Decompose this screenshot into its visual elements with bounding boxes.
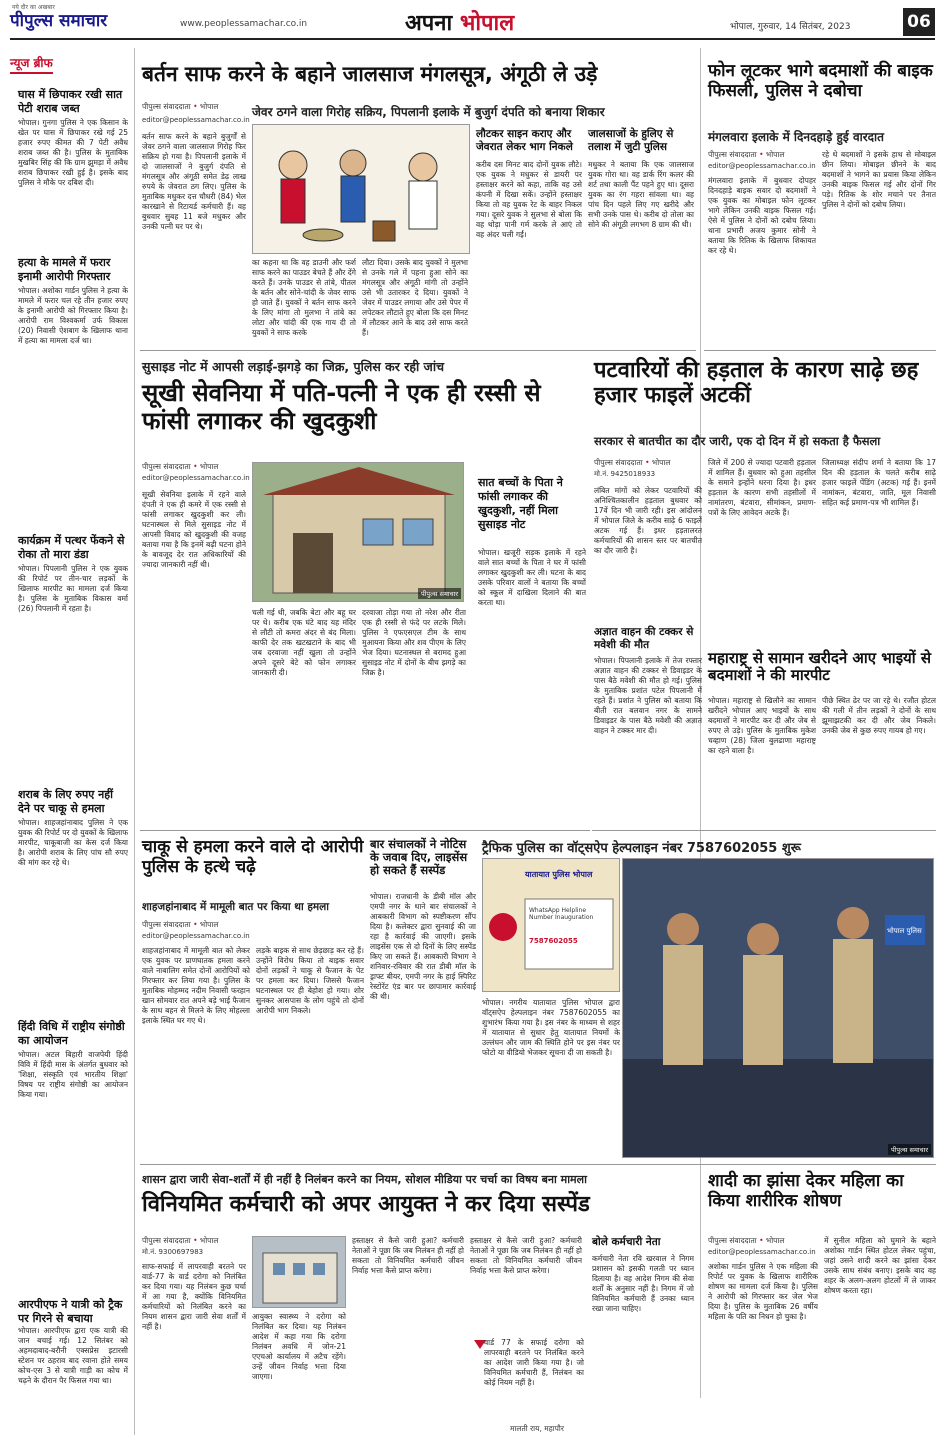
story4-body: जिले में 200 से ज्यादा पटवारी हड़ताल में शामिल हैं। बुधवार को हुआ तहसील के समाने इन्होंने धरना दिया है। इधर हड़ताल के कारण सभी तहसीलों में नामांतरण, बंटवारा, सीमांकन, प्रमाण-पत्रों के लिए आवेदन अटके हैं।	[708, 458, 816, 517]
brief-title: घास में छिपाकर रखी सात पेटी शराब जब्त	[18, 88, 123, 115]
story4-byline: पीपुल्स संवाददाता • भोपाल	[594, 458, 671, 467]
brief-title: आरपीएफ ने यात्री को ट्रैक पर गिरने से बचाया	[18, 1298, 123, 1325]
section-divider	[704, 350, 936, 351]
story3-body: चली गई थी, जबकि बेटा और बहू घर पर थे। करीब एक घंटे बाद यह मंदिर से लौटी तो कमरा अंदर से बंद मिला। काफी देर तक खटखटाने के बाद भी जब दरवाजा नहीं खुला तो उन्होंने अपने दूसरे बेटे को फोन लगाकर जानकारी दी।	[252, 608, 356, 677]
story1-body: लौटा दिया। उसके बाद युवकों ने मुलभा से उनके गले में पहना हुआ सोने का मंगलसूत्र और अंगूठी मांगी तो उन्होंने उसे भी उतारकर दे दिया। युवकों ने जेवर में पाउडर लगाया और उसे पेपर में लपेटकर लौटाते हुए बोला कि दस मिनट में लौटकर आने के बाद उसे साफ करते हैं।	[362, 258, 468, 337]
story9-photo	[252, 1236, 346, 1308]
story2-headline: फोन लूटकर भागे बदमाशों की बाइक फिसली, पुलिस ने दबोचा	[708, 61, 933, 101]
story5-headline: महाराष्ट्र से सामान खरीदने आए भाइयों से बदमाशों ने की मारपीट	[708, 649, 932, 685]
story1-body: करीब दस मिनट बाद दोनों युवक लौटे। एक युवक ने मधुकर से डायरी पर हस्ताक्षर करने को कहा, ताकि वह उसे कंपनी में दिखा सकें। उन्होंने हस्ताक्षर किया तो वह युवक रेट के बाहर निकल गया। दूसरे युवक ने सुलभा से बोला कि वह थोड़ा पानी गर्म करके ले आएं तो वह अंदर चली गईं।	[476, 160, 582, 239]
story4-body: भोपाल। पिपलानी इलाके में तेज रफ्तार अज्ञात वाहन की टक्कर से डिवाइडर के पास बैठे मवेशी की मौत हो गई। पुलिस के मुताबिक प्रशांत पटेल पिपलानी में रहते हैं। प्रशांत ने पुलिस को बताया कि बीती रात बलवान नगर के सामने डिवाइडर के पास बैठे मवेशी की अज्ञात वाहन ने टक्कर मार दी।	[594, 656, 702, 735]
story9-subhead: बोले कर्मचारी नेता	[592, 1236, 661, 1248]
story10-body: अशोका गार्डन पुलिस ने एक महिला की रिपोर्ट पर युवक के खिलाफ शारीरिक शोषण का मामला दर्ज किया है। पुलिस ने आरोपी को गिरफ्तार कर जेल भेज दिया है। पुलिस के मुताबिक 26 वर्षीय महिला के पति का निधन हो चुका है।	[708, 1262, 818, 1321]
screen-number: 7587602055	[529, 937, 578, 945]
section-divider	[592, 830, 936, 831]
byline-name: पीपुल्स संवाददाता	[708, 150, 757, 159]
section-divider	[140, 350, 696, 351]
story9-body: कर्मचारी नेता रवि खरवाल ने निगम प्रशासन को इसकी गलती पर ध्यान दिलाया है। वह आदेश निगम की सेवा शर्तों के अनुसार नहीं है। निगम में जो विनियमित कर्मचारी हैं उनका ध्यान रखा जाना चाहिए।	[592, 1254, 694, 1313]
story7-body: भोपाल। राजधानी के डीबी मॉल और एमपी नगर के थाने बार संचालकों ने आबकारी विभाग को स्पष्टीकरण सौंप दिया है। कलेक्टर द्वारा सुनवाई की जा रहा है कार्रवाई की जाएगी। इसके लाइसेंस एक से दो दिनों के लिए सस्पेंड किए जा सकते हैं। आबकारी विभाग ने शनिवार-रविवार की रात डीबी मॉल के ड्राफ्ट बीयर, एमपी नगर के हाई स्पिरिट रेस्टोरेंट एंड बार पर छापामार कार्रवाई की थी।	[370, 892, 476, 1001]
story3-body: दरवाजा तोड़ा गया तो नरेश और रीता एक ही रस्सी से फंदे पर लटके मिले। पुलिस ने एफएसएल टीम के साथ मुआयना किया और शव पीएम के लिए भेज दिया। घटनास्थल से बरामद हुआ सुसाइड नोट में दोनों के बीच झगड़े का जिक्र है।	[362, 608, 466, 677]
byline-place: भोपाल	[765, 150, 785, 159]
story3-byline: पीपुल्स संवाददाता • भोपाल	[142, 462, 219, 471]
story1-email: editor@peoplessamachar.co.in	[142, 116, 250, 124]
photo-credit: पीपुल्स समाचार	[418, 588, 461, 599]
story4-body: लंबित मांगों को लेकर पटवारियों की अनिश्चितकालीन हड़ताल बुधवार को 17वें दिन भी जारी रही। इस आंदोलन में भोपाल जिले के करीब साढ़े 6 फाइलें अटक गई हैं। इधर हड़तालरत कर्मचारियों की शासन स्तर पर बातचीत का दौर जारी है।	[594, 486, 702, 555]
section-title-accent: भोपाल	[459, 11, 515, 36]
story6-email: editor@peoplessamachar.co.in	[142, 932, 250, 940]
story1-subhead: जेवर ठगने वाला गिरोह सक्रिय, पिपलानी इलाके में बुजुर्ग दंपति को बनाया शिकार	[252, 105, 605, 119]
news-brief-label: न्यूज ब्रीफ	[10, 54, 53, 74]
story3-pull-quote: सात बच्चों के पिता ने फांसी लगाकर की खुदकुशी, नहीं मिला सुसाइड नोट	[478, 476, 563, 531]
byline-place: भोपाल	[199, 1236, 219, 1245]
section-title-plain: अपना	[405, 11, 460, 36]
story4-mobile: मो.नं. 9425018933	[594, 470, 656, 478]
brief-body: भोपाल। अशोका गार्डन पुलिस ने हत्या के मामले में फरार चल रहे तीन हजार रुपए के इनामी आरोपी को गिरफ्तार किया है। आरोपी राम विश्वकर्मा उर्फ विकास (20) निवासी ऐशबाग के खिलाफ थाना में हत्या का मामला दर्ज था।	[18, 286, 128, 345]
building-photo-icon	[253, 1237, 346, 1308]
story8-caption: भोपाल। नगरीय यातायात पुलिस भोपाल द्वारा वॉट्सऐप हेल्पलाइन नंबर 7587602055 का शुभारंभ किया गया है। इस नंबर के माध्यम से शहर में यातायात से सुधार हेतु यातायात नियमों के उल्लंघन और जाम की स्थिति होने पर इस नंबर पर फोटो या वीडियो भेजकर सूचना दी जा सकती है।	[482, 998, 620, 1057]
story3-headline: सूखी सेवनिया में पति-पत्नी ने एक ही रस्सी से फांसी लगाकर की खुदकुशी	[142, 379, 541, 435]
brand-logo: पीपुल्स समाचार	[10, 11, 108, 31]
story6-headline: चाकू से हमला करने वाले दो आरोपी पुलिस के हत्थे चढ़े	[142, 837, 364, 877]
story10-byline: पीपुल्स संवाददाता • भोपाल	[708, 1236, 785, 1245]
story6-body: लड़के बाइक से साथ छेड़छाड़ कर रहे हैं। उन्होंने विरोध किया तो बाइक सवार दोनों लड़कों ने चाकू से फैजान के पेट पर हमला कर दिया। जिससे फैजान घटनास्थल पर ही बेहोश हो गया। शोर सुनकर आसपास के लोग पहुंचे तो दोनों आरोपी भाग निकले।	[256, 946, 364, 1015]
brief-title: हिंदी विधि में राष्ट्रीय संगोष्ठी का आयोजन	[18, 1020, 125, 1047]
brief-body: भोपाल। पिपलानी पुलिस ने एक युवक की रिपोर्ट पर तीन-चार लड़कों के खिलाफ मारपीट का मामला दर्ज किया है। पुलिस के मुताबिक विकास वर्मा (26) पिपलानी में रहता है।	[18, 564, 128, 613]
byline-place: भोपाल	[199, 102, 219, 111]
story6-byline: पीपुल्स संवाददाता • भोपाल	[142, 920, 219, 929]
story8-photo	[622, 858, 934, 1158]
story3-email: editor@peoplessamachar.co.in	[142, 474, 250, 482]
story1-illustration	[252, 124, 470, 254]
story2-body: रहे थे बदमाशों ने इसके हाथ से मोबाइल छीन लिया। मोबाइल छीनने के बाद बदमाशों ने भागने का प्रयास किया लेकिन उनकी बाइक फिसल गई और दोनों गिर पड़े। रितिक के शोर मचाने पर तैनात पुलिस ने दोनों को दबोच लिया।	[822, 150, 936, 209]
section-divider	[140, 1164, 936, 1165]
story1-headline: बर्तन साफ करने के बहाने जालसाज मंगलसूत्र, अंगूठी ले उड़े	[142, 62, 598, 86]
brief-title: शराब के लिए रुपए नहीं देने पर चाकू से हमला	[18, 788, 113, 815]
byline-name: पीपुल्स संवाददाता	[594, 458, 643, 467]
page-number: 06	[903, 8, 935, 36]
police-officers-photo-icon	[623, 859, 934, 1158]
story9-body: हस्ताक्षर से कैसे जारी हुआ? कर्मचारी नेताओं ने पूछा कि जब निलंबन ही नहीं हो सकता तो विनियमित कर्मचारी जीवन निर्वाह भत्ता कैसे प्राप्त करेगा।	[352, 1236, 464, 1275]
screen-text: WhatsApp Helpline Number Inauguration	[529, 907, 594, 921]
house-photo-icon	[253, 463, 464, 602]
section-title	[405, 7, 514, 37]
byline-place: भोपाल	[199, 462, 219, 471]
story8-headline: ट्रैफिक पुलिस का वॉट्सऐप हेल्पलाइन नंबर 7587602055 शुरू	[482, 841, 801, 856]
story9-headline: विनियमित कर्मचारी को अपर आयुक्त ने कर दिया सस्पेंड	[142, 1192, 590, 1217]
story1-byline: पीपुल्स संवाददाता • भोपाल	[142, 102, 219, 111]
story4-subhead: सरकार से बातचीत का दौर जारी, एक दो दिन में हो सकता है फैसला	[594, 434, 881, 448]
story4-subhead-2: अज्ञात वाहन की टक्कर से मवेशी की मौत	[594, 626, 694, 651]
story6-subhead: शाहजहांनाबाद में मामूली बात पर किया था हमला	[142, 901, 330, 913]
story3-body: सूखी सेवनिया इलाके में रहने वाले दंपती ने एक ही कमरे में एक रस्सी से फांसी लगाकर खुदकुशी कर ली। घटनास्थल से मिले सुसाइड नोट में आपसी विवाद को खुदकुशी की वजह बताया गया है कि इनमें बढ़ी घटना होने के बावजूद देर रात अधिकारियों की ज्यादा जानकारी नहीं थी।	[142, 490, 246, 569]
story9-body: साफ-सफाई में लापरवाही बरतने पर वार्ड-77 के वार्ड दरोगा को निलंबित कर दिया गया। यह निलंबन कुछ चर्चा में आ गया है, क्योंकि विनियमित कर्मचारियों को निलंबित करने का नियम शासन द्वारा जारी सेवा शर्तों में नहीं है।	[142, 1262, 246, 1331]
brief-body: भोपाल। अटल बिहारी वाजपेयी हिंदी विवि में हिंदी मास के अंतर्गत बुधवार को 'शिक्षा, संस्कृति एवं भारतीय शिक्षा' विषय पर राष्ट्रीय संगोष्ठी का आयोजन किया गया।	[18, 1050, 128, 1099]
brief-body: भोपाल। गुनगा पुलिस ने एक किसान के खेत पर घास में छिपाकर रखे गई 25 हजार रुपए कीमत की 7 पेटी अवैध शराब जब्त की है। पुलिस के मुताबिक मुखबिर सिंह की कि ग्राम झुमड़ा में अवैध शराब छिपाकर रखी हुई है। इसके बाद पुलिस ने मौके पर दबिश दी।	[18, 118, 128, 187]
story3-kicker: सुसाइड नोट में आपसी लड़ाई-झगड़े का जिक्र, पुलिस कर रही जांच	[142, 359, 445, 374]
byline-place: भोपाल	[651, 458, 671, 467]
byline-name: पीपुल्स संवाददाता	[708, 1236, 757, 1245]
byline-name: पीपुल्स संवाददाता	[142, 102, 191, 111]
story9-quote: वार्ड 77 के सफाई दरोगा को लापरवाही बरतने पर निलंबित करने का आदेश जारी किया गया है। जो विनियमित कर्मचारी हैं, निलंबन का कोई नियम नहीं है।	[484, 1338, 584, 1387]
story5-body: पीछे स्थित ढेर पर जा रहे थे। रजौत होटल की गली में तीन लड़कों ने दोनों के साथ झूमाझटकी कर दी और जेब निकले। उनकी जेब से कुछ रुपए गायब हो गए।	[822, 696, 936, 735]
section-divider	[140, 830, 590, 831]
story4-body: जिलाध्यक्ष संदीप शर्मा ने बताया कि 17 दिन की हड़ताल के चलते करीब साढ़े हजार फाइलें पेंडिंग (अटक) गई हैं। इनमें नामांकन, बंटवारा, जाति, मूल निवासी सहित कई प्रमाण-पत्र भी शामिल हैं।	[822, 458, 936, 507]
brand-tagline: नये दौर का अखबार	[12, 4, 55, 11]
byline-place: भोपाल	[765, 1236, 785, 1245]
brief-title: कार्यक्रम में पत्थर फेंकने से रोका तो मारा डंडा	[18, 534, 125, 561]
byline-name: पीपुल्स संवाददाता	[142, 462, 191, 471]
byline-name: पीपुल्स संवाददाता	[142, 1236, 191, 1245]
photo-credit: पीपुल्स समाचार	[888, 1144, 931, 1155]
story1-subhead-3: जालसाजों के हुलिए से तलाश में जुटी पुलिस	[588, 128, 674, 153]
dateline: भोपाल, गुरुवार, 14 सितंबर, 2023	[730, 22, 851, 32]
brief-body: भोपाल। आरपीएफ द्वारा एक यात्री की जान बचाई गई। 12 सितंबर को अहमदाबाद-बरौनी एक्सप्रेस इटारसी स्टेशन पर ठहराव बाद रवाना होते समय कोच-एस 3 से यात्री गाड़ी का कोच में चढ़ने के दौरान पैर फिसल गया था।	[18, 1326, 128, 1385]
story9-body: आयुक्त स्वास्थ्य ने दरोगा को निलंबित कर दिया। यह निलंबन आदेश में कहा गया कि दरोगा निलंबन अवधि में जोन-21 एएचओ कार्यालय में अटैच रहेंगे। उन्हें जीवन निर्वाह भत्ता दिया जाएगा।	[252, 1312, 346, 1381]
website-link[interactable]: www.peoplessamachar.co.in	[180, 19, 308, 29]
story2-subhead: मंगलवारा इलाके में दिनदहाड़े हुई वारदात	[708, 130, 884, 144]
story10-email: editor@peoplessamachar.co.in	[708, 1248, 816, 1256]
story9-quote-author: मालती राय, महापौर	[510, 1424, 564, 1433]
story4-headline: पटवारियों की हड़ताल के कारण साढ़े छह हजार फाइलें अटकीं	[594, 358, 919, 409]
story9-mobile: मो.नं. 9300697983	[142, 1248, 204, 1256]
brief-body: भोपाल। शाहजहांनाबाद पुलिस ने एक युवक की रिपोर्ट पर दो युवकों के खिलाफ मारपीट, चाकूबाजी का केस दर्ज किया है। आरोपी शराब के लिए पांच सौ रुपए की मांग कर रहे थे।	[18, 818, 128, 867]
banner-text: यातायात पुलिस भोपाल	[525, 870, 593, 879]
story8-banner-photo	[482, 858, 620, 992]
story10-body: में सुनील महिला को घुमाने के बहाने अशोका गार्डन स्थित होटल लेकर पहुंचा, जहां उसने शादी करने का झांसा देकर उसके साथ संबंध बनाए। इसके बाद वह शहर के अलग-अलग होटलों में ले जाकर शोषण करता रहा।	[824, 1236, 936, 1295]
story3-photo	[252, 462, 464, 602]
column-rule	[134, 48, 135, 1435]
story1-body: बर्तन साफ करने के बहाने बुजुर्गों से जेवर ठगने वाला जालसाज गिरोह फिर सक्रिय हो गया है। पिपलानी इलाके में दो जालसाजों ने बुजुर्ग दंपति से मंगलसूत्र और अंगूठी समेत डेढ़ लाख रुपये के जेवरात ठग लिए। पुलिस के मुताबिक मधुकर दत्त चौधरी (84) भेल कारखाने से रिटायर्ड कर्मचारी हैं। वह बुधवार सुबह 11 बजे मधुकर और उनकी पत्नी घर पर थे।	[142, 132, 246, 231]
story2-email: editor@peoplessamachar.co.in	[708, 162, 816, 170]
masthead	[10, 6, 935, 40]
story10-headline: शादी का झांसा देकर महिला का किया शारीरिक शोषण	[708, 1171, 904, 1211]
story7-headline: बार संचालकों ने नोटिस के जवाब दिए, लाइसेंस हो सकते हैं सस्पेंड	[370, 837, 468, 878]
brief-title: हत्या के मामले में फरार इनामी आरोपी गिरफ्तार	[18, 256, 111, 283]
story1-subhead-2: लौटकर साइन कराए और जेवरात लेकर भाग निकले	[476, 128, 573, 153]
cartoon-illustration-icon	[253, 125, 470, 254]
story9-byline: पीपुल्स संवाददाता • भोपाल	[142, 1236, 219, 1245]
story3-body: भोपाल। खजूरी सड़क इलाके में रहने वाले सात बच्चों के पिता ने घर में फांसी लगाकर खुदकुशी कर ली। घटना के बाद उसके परिवार वालों ने बताया कि बच्चों को स्कूल में दाखिला दिलाने की बात करता था।	[478, 548, 586, 607]
story1-body: मधुकर ने बताया कि एक जालसाज युवक गोरा था। वह डार्क रिंग कलर की शर्ट तथा काली पैंट पहने हुए था। दूसरा युवक का रंग गहरा सांवला था। वह पांच दिन पहले लिए गए खरीदे और सभी उनके पास थे। करीब दो तोला का सोने की अंगूठी लगभग 8 ग्राम की थी।	[588, 160, 694, 229]
story5-body: भोपाल। महाराष्ट्र से खिलौने का सामान खरीदने भोपाल आए भाइयों के साथ बदमाशों ने मारपीट कर दी और जेब से रुपए ले उड़े। पुलिस के मुताबिक मुकेश चव्हाण (28) जिला बुलढाणा महाराष्ट्र का रहने वाला है।	[708, 696, 816, 755]
sign-text: भोपाल पुलिस	[887, 927, 922, 935]
byline-place: भोपाल	[199, 920, 219, 929]
story2-body: मंगलवारा इलाके में बुधवार दोपहर दिनदहाड़े बाइक सवार दो बदमाशों ने एक युवक का मोबाइल फोन लूटकर भागे लेकिन उनकी बाइक फिसल गई। ऐसे में पुलिस ने दोनों को दबोच लिया। थाना प्रभारी अजय कुमार सोनी ने बताया कि रितिक के खिलाफ शिकायत कर रहे थे।	[708, 176, 816, 255]
story2-byline: पीपुल्स संवाददाता • भोपाल	[708, 150, 785, 159]
story9-body: हस्ताक्षर से कैसे जारी हुआ? कर्मचारी नेताओं ने पूछा कि जब निलंबन ही नहीं हो सकता तो विनियमित कर्मचारी जीवन निर्वाह भत्ता कैसे प्राप्त करेगा।	[470, 1236, 582, 1275]
byline-name: पीपुल्स संवाददाता	[142, 920, 191, 929]
story1-body: का कहना था कि वह डाउनी और फर्श साफ करने का पाउडर बेचते हैं और देंगे करते हैं। उनके पाउडर से तांबे, पीतल के बर्तन और सोने-चांदी के जेवर साफ हो जाते हैं। युवकों ने बर्तन साफ करने के लिए मांगा तो मुलभा ने तांबे का लोटा और चांदी की एक गाय दी तो युवकों ने साफ करके	[252, 258, 356, 337]
story6-body: शाहजहांनाबाद में मामूली बात को लेकर एक युवक पर प्राणघातक हमला करने वाले नाबालिग समेत दोनों आरोपियों को गिरफ्तार कर लिया गया है। पुलिस के मुताबिक मोहम्मद नदीम निवासी फरहान खान सोमवार रात अपने बड़े भाई फैजान के साथ बहन से मिलने के लिए मोहल्ला इलाके स्थित घर गए थे।	[142, 946, 250, 1025]
story9-kicker: शासन द्वारा जारी सेवा-शर्तों में ही नहीं है निलंबन करने का नियम, सोशल मीडिया पर चर्चा का विषय बना मामला	[142, 1173, 587, 1186]
